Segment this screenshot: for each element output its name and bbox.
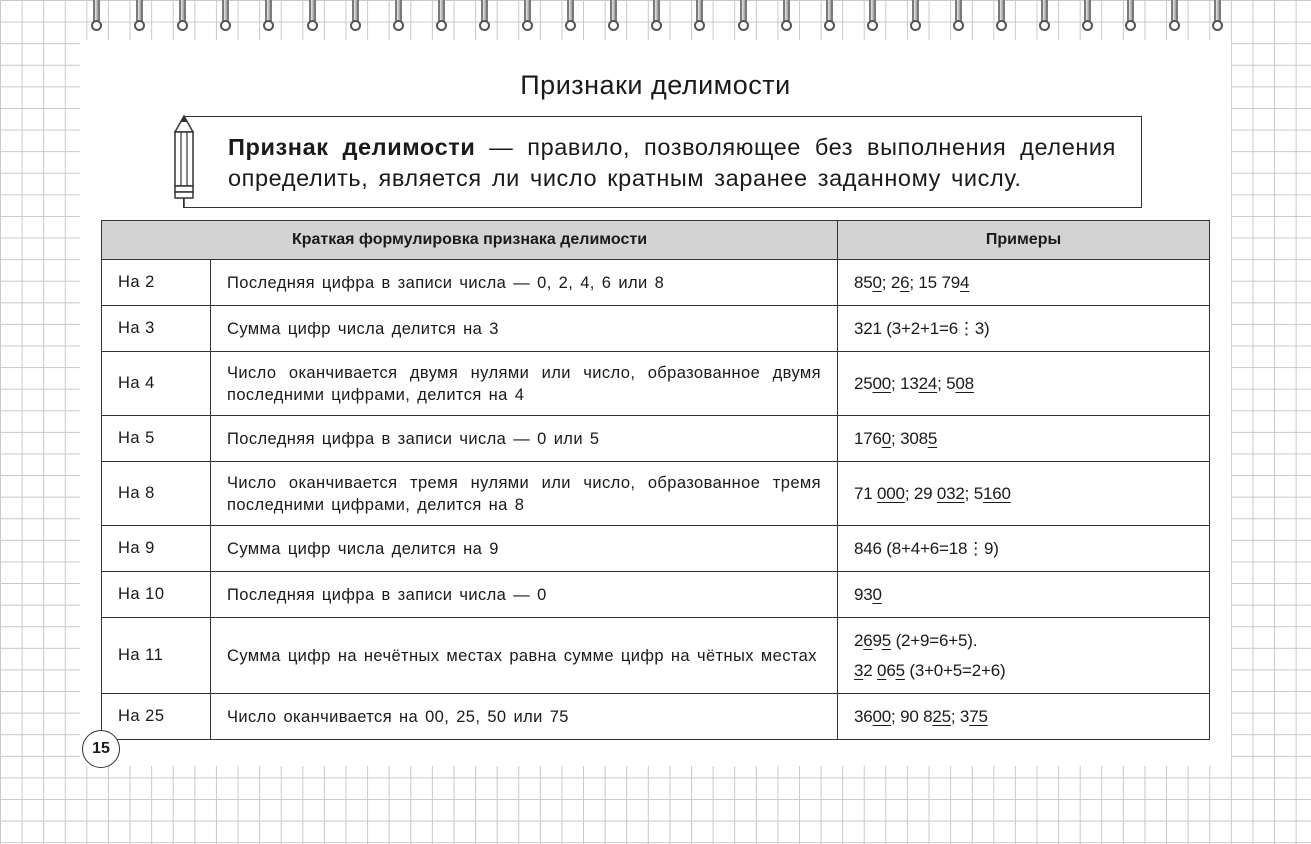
spiral-ring-icon: [1124, 0, 1137, 34]
examples-cell: [838, 572, 1210, 618]
spiral-ring-icon: [995, 0, 1008, 34]
rule-cell: Число оканчивается тремя нулями или число, образованное тремя последними цифрами, делится на 8: [211, 462, 838, 526]
table-row: [102, 352, 1210, 416]
spiral-ring-icon: [435, 0, 448, 34]
examples-cell: [838, 352, 1210, 416]
divisor-cell: На 8: [102, 462, 211, 526]
table-row: [102, 572, 1210, 618]
spiral-ring-icon: [176, 0, 189, 34]
examples-cell: [838, 462, 1210, 526]
page-number: 15: [82, 730, 120, 768]
divisor-cell: На 9: [102, 526, 211, 572]
table-body: [102, 260, 1210, 740]
example-line: 32 065 (3+0+5=2+6): [854, 660, 1006, 680]
table-row: [102, 306, 1210, 352]
divisor-cell: На 3: [102, 306, 211, 352]
divisor-cell: На 11: [102, 618, 211, 694]
rule-cell: Последняя цифра в записи числа — 0 или 5: [211, 416, 838, 462]
examples-cell: [838, 306, 1210, 352]
spiral-ring-icon: [306, 0, 319, 34]
definition-text: [228, 132, 1116, 194]
divisor-cell: На 10: [102, 572, 211, 618]
rule-cell: Сумма цифр на нечётных местах равна сумме цифр на чётных местах: [211, 618, 838, 694]
spiral-ring-icon: [693, 0, 706, 34]
spiral-ring-icon: [133, 0, 146, 34]
spiral-ring-icon: [521, 0, 534, 34]
header-rule: Краткая формулировка признака делимости: [102, 221, 838, 260]
example-line: 3600; 90 825; 375: [854, 706, 988, 726]
definition-term: Признак делимости: [228, 134, 476, 160]
examples-cell: [838, 526, 1210, 572]
table-row: [102, 416, 1210, 462]
table-row: [102, 260, 1210, 306]
rule-cell: Число оканчивается двумя нулями или число, образованное двумя последними цифрами, делится на 4: [211, 352, 838, 416]
rule-cell: Сумма цифр числа делится на 3: [211, 306, 838, 352]
table-row: [102, 618, 1210, 694]
page-title: Признаки делимости: [520, 70, 791, 100]
spiral-ring-icon: [780, 0, 793, 34]
divisibility-table: [101, 220, 1210, 740]
spiral-ring-icon: [564, 0, 577, 34]
example-line: 1760; 3085: [854, 428, 938, 448]
example-line: 846 (8+4+6=18⋮9): [854, 538, 999, 558]
spiral-ring-icon: [650, 0, 663, 34]
spiral-ring-icon: [478, 0, 491, 34]
divisor-cell: На 25: [102, 694, 211, 740]
spiral-ring-icon: [1081, 0, 1094, 34]
examples-cell: [838, 416, 1210, 462]
spiral-ring-icon: [219, 0, 232, 34]
spiral-ring-icon: [866, 0, 879, 34]
table-header-row: [102, 221, 1210, 260]
spiral-ring-icon: [909, 0, 922, 34]
example-line: 71 000; 29 032; 5160: [854, 483, 1011, 503]
spiral-ring-icon: [823, 0, 836, 34]
examples-cell: [838, 260, 1210, 306]
example-line: 850; 26; 15 794: [854, 272, 970, 292]
definition-body: — правило, позволяющее без выполнения деления определить, является ли число кратным заранее заданному числу.: [228, 134, 1116, 191]
rule-cell: Сумма цифр числа делится на 9: [211, 526, 838, 572]
spiral-ring-icon: [607, 0, 620, 34]
divisor-cell: На 4: [102, 352, 211, 416]
examples-cell: [838, 618, 1210, 694]
example-line: 930: [854, 584, 882, 604]
spiral-ring-icon: [737, 0, 750, 34]
rule-cell: Последняя цифра в записи числа — 0: [211, 572, 838, 618]
spiral-ring-icon: [1168, 0, 1181, 34]
spiral-ring-icon: [1211, 0, 1224, 34]
spiral-ring-icon: [349, 0, 362, 34]
divisor-cell: На 5: [102, 416, 211, 462]
spiral-ring-icon: [1038, 0, 1051, 34]
spiral-ring-icon: [90, 0, 103, 34]
table-row: [102, 462, 1210, 526]
pencil-icon: [164, 114, 204, 210]
divisor-cell: На 2: [102, 260, 211, 306]
examples-cell: [838, 694, 1210, 740]
example-line: 2695 (2+9=6+5).: [854, 630, 978, 650]
header-examples: Примеры: [838, 221, 1210, 260]
table-row: [102, 694, 1210, 740]
table-row: [102, 526, 1210, 572]
spiral-ring-icon: [952, 0, 965, 34]
rule-cell: Последняя цифра в записи числа — 0, 2, 4, 6 или 8: [211, 260, 838, 306]
spiral-binding-icon: [0, 0, 1311, 40]
example-line: 2500; 1324; 508: [854, 373, 974, 393]
rule-cell: Число оканчивается на 00, 25, 50 или 75: [211, 694, 838, 740]
spiral-ring-icon: [262, 0, 275, 34]
example-line: 321 (3+2+1=6⋮3): [854, 318, 990, 338]
spiral-ring-icon: [392, 0, 405, 34]
